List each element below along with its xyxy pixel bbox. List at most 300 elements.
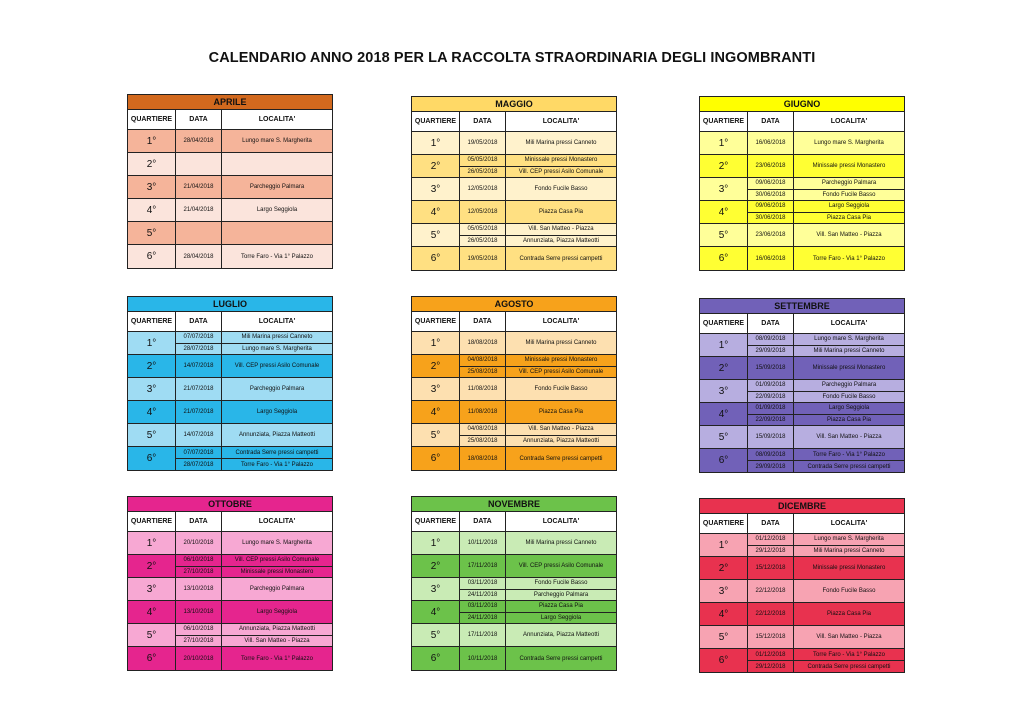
date-cell: 29/12/2018 — [748, 661, 794, 672]
entries-cell — [460, 532, 616, 554]
header-localita: LOCALITA' — [830, 320, 868, 327]
schedule-entry — [176, 647, 332, 670]
date-cell: 12/05/2018 — [460, 178, 506, 200]
schedule-entry — [748, 557, 904, 579]
quartiere-cell: 2° — [700, 155, 748, 177]
date-cell: 22/09/2018 — [748, 392, 794, 403]
table-row — [700, 334, 904, 357]
schedule-entry — [176, 153, 332, 175]
table-row — [700, 201, 904, 224]
date-cell: 28/04/2018 — [176, 245, 222, 268]
month-table-april — [127, 94, 333, 269]
table-row — [700, 380, 904, 403]
date-cell — [176, 153, 222, 175]
table-row — [412, 447, 616, 470]
table-row — [700, 649, 904, 672]
entries-cell — [748, 334, 904, 356]
table-row — [700, 626, 904, 649]
quartiere-cell: 2° — [700, 557, 748, 579]
location-cell: Torre Faro - Via 1° Palazzo — [241, 461, 313, 468]
quartiere-cell: 6° — [700, 247, 748, 270]
quartiere-cell: 4° — [128, 199, 176, 221]
table-row — [412, 555, 616, 578]
schedule-entry — [176, 624, 332, 636]
location-cell: Minissale pressi Monastero — [812, 565, 886, 571]
schedule-entry — [748, 132, 904, 154]
location-cell: Minissale pressi Monastero — [240, 568, 314, 575]
header-quartiere: QUARTIERE — [700, 514, 748, 533]
date-cell: 28/07/2018 — [176, 344, 222, 355]
quartiere-cell: 2° — [700, 357, 748, 379]
header-quartiere: QUARTIERE — [128, 312, 176, 331]
date-cell: 20/10/2018 — [176, 532, 222, 554]
schedule-entry — [176, 355, 332, 377]
location-cell: Mili Marina pressi Canneto — [525, 140, 597, 146]
location-cell: Vill. CEP pressi Asilo Comunale — [234, 363, 320, 369]
schedule-entry — [748, 415, 904, 426]
quartiere-cell: 1° — [700, 534, 748, 556]
date-cell: 15/09/2018 — [748, 357, 794, 379]
location-cell: Contrada Serre pressi campetti — [807, 663, 891, 670]
table-row — [128, 578, 332, 601]
table-row — [128, 532, 332, 555]
location-cell: Annunziata, Piazza Matteotti — [522, 237, 600, 244]
location-cell: Vill. San Matteo - Piazza — [816, 434, 882, 440]
table-row — [128, 647, 332, 670]
header-data: DATA — [176, 512, 222, 531]
location-cell: Fondo Fucile Basso — [822, 393, 876, 400]
date-cell: 12/05/2018 — [460, 201, 506, 223]
table-row — [700, 603, 904, 626]
entries-cell — [176, 578, 332, 600]
table-row — [700, 534, 904, 557]
table-row — [128, 332, 332, 355]
entries-cell — [748, 557, 904, 579]
entries-cell — [748, 132, 904, 154]
header-quartiere: QUARTIERE — [700, 112, 748, 131]
schedule-entry — [176, 245, 332, 268]
quartiere-cell: 5° — [128, 624, 176, 646]
date-cell: 04/08/2018 — [460, 424, 506, 435]
quartiere-cell: 3° — [700, 178, 748, 200]
entries-cell — [176, 245, 332, 268]
date-cell: 04/08/2018 — [460, 355, 506, 366]
quartiere-cell: 1° — [412, 332, 460, 354]
entries-cell — [460, 624, 616, 646]
schedule-entry — [176, 424, 332, 446]
location-cell: Vill. CEP pressi Asilo Comunale — [234, 557, 320, 564]
quartiere-cell: 4° — [412, 601, 460, 623]
date-cell: 09/06/2018 — [748, 201, 794, 212]
quartiere-cell: 5° — [700, 224, 748, 246]
entries-cell — [460, 155, 616, 177]
quartiere-cell: 4° — [700, 201, 748, 223]
date-cell: 05/05/2018 — [460, 155, 506, 166]
entries-cell — [748, 155, 904, 177]
entries-cell — [748, 403, 904, 425]
schedule-entry — [460, 167, 616, 178]
entries-cell — [460, 601, 616, 623]
table-row — [412, 578, 616, 601]
header-quartiere: QUARTIERE — [700, 314, 748, 333]
location-cell: Lungo mare S. Margherita — [814, 536, 884, 543]
date-cell: 25/08/2018 — [460, 367, 506, 378]
table-row — [128, 130, 332, 153]
location-cell: Vill. San Matteo - Piazza — [528, 426, 594, 433]
table-header — [700, 112, 904, 132]
table-row — [128, 153, 332, 176]
header-quartiere: QUARTIERE — [128, 512, 176, 531]
date-cell: 03/11/2018 — [460, 601, 506, 612]
location-cell: Contrada Serre pressi campetti — [519, 455, 603, 462]
date-cell: 10/11/2018 — [460, 647, 506, 670]
quartiere-cell: 2° — [412, 355, 460, 377]
schedule-entry — [748, 201, 904, 213]
entries-cell — [176, 424, 332, 446]
quartiere-cell: 5° — [412, 224, 460, 246]
schedule-entry — [176, 130, 332, 152]
schedule-entry — [176, 578, 332, 600]
entries-cell — [460, 378, 616, 400]
date-cell: 20/10/2018 — [176, 647, 222, 670]
entries-cell — [176, 199, 332, 221]
quartiere-cell: 6° — [412, 647, 460, 670]
location-cell: Parcheggio Palmara — [249, 586, 305, 592]
table-row — [128, 555, 332, 578]
header-data: DATA — [748, 314, 794, 333]
entries-cell — [460, 555, 616, 577]
location-cell: Fondo Fucile Basso — [822, 191, 876, 198]
entries-cell — [176, 532, 332, 554]
schedule-entry — [748, 461, 904, 472]
date-cell: 21/07/2018 — [176, 378, 222, 400]
table-row — [700, 557, 904, 580]
table-row — [128, 601, 332, 624]
entries-cell — [176, 355, 332, 377]
date-cell: 21/07/2018 — [176, 401, 222, 423]
schedule-entry — [176, 222, 332, 244]
quartiere-cell: 3° — [700, 380, 748, 402]
table-header — [128, 512, 332, 532]
schedule-entry — [748, 380, 904, 392]
location-cell: Vill. San Matteo - Piazza — [816, 634, 882, 640]
entries-cell — [748, 426, 904, 448]
quartiere-cell: 2° — [412, 155, 460, 177]
quartiere-cell: 5° — [128, 424, 176, 446]
date-cell — [176, 222, 222, 244]
entries-cell — [176, 222, 332, 244]
location-cell: Vill. CEP pressi Asilo Comunale — [518, 168, 604, 175]
entries-cell — [176, 647, 332, 670]
date-cell: 01/09/2018 — [748, 403, 794, 414]
table-row — [128, 378, 332, 401]
entries-cell — [460, 578, 616, 600]
schedule-entry — [460, 601, 616, 613]
header-data: DATA — [460, 312, 506, 331]
location-cell: Lungo mare S. Margherita — [814, 140, 884, 146]
date-cell: 15/12/2018 — [748, 626, 794, 648]
date-cell: 08/09/2018 — [748, 449, 794, 460]
header-quartiere: QUARTIERE — [412, 312, 460, 331]
location-cell: Largo Seggiola — [828, 203, 870, 210]
schedule-entry — [460, 590, 616, 601]
schedule-entry — [176, 344, 332, 355]
location-cell: Lungo mare S. Margherita — [242, 540, 312, 546]
date-cell: 06/10/2018 — [176, 555, 222, 566]
header-localita: LOCALITA' — [830, 520, 868, 527]
quartiere-cell: 2° — [128, 355, 176, 377]
schedule-entry — [748, 247, 904, 270]
location-cell: Minissale pressi Monastero — [524, 157, 598, 164]
page-title: CALENDARIO ANNO 2018 PER LA RACCOLTA STRAORDINARIA DEGLI INGOMBRANTI — [208, 50, 816, 66]
location-cell: Fondo Fucile Basso — [534, 580, 588, 587]
month-table-june — [699, 96, 905, 271]
entries-cell — [460, 401, 616, 423]
header-data: DATA — [748, 112, 794, 131]
date-cell: 18/08/2018 — [460, 332, 506, 354]
date-cell: 17/11/2018 — [460, 555, 506, 577]
location-cell: Largo Seggiola — [540, 614, 582, 621]
header-localita: LOCALITA' — [542, 518, 580, 525]
date-cell: 18/08/2018 — [460, 447, 506, 470]
entries-cell — [176, 447, 332, 470]
schedule-entry — [748, 357, 904, 379]
quartiere-cell: 4° — [128, 601, 176, 623]
entries-cell — [176, 130, 332, 152]
schedule-entry — [460, 613, 616, 624]
schedule-entry — [460, 436, 616, 447]
entries-cell — [460, 132, 616, 154]
date-cell: 09/06/2018 — [748, 178, 794, 189]
quartiere-cell: 1° — [412, 132, 460, 154]
quartiere-cell: 3° — [412, 178, 460, 200]
schedule-entry — [748, 546, 904, 557]
schedule-entry — [176, 176, 332, 198]
header-data: DATA — [176, 312, 222, 331]
location-cell: Vill. San Matteo - Piazza — [816, 232, 882, 238]
location-cell — [222, 153, 332, 175]
quartiere-cell: 1° — [128, 332, 176, 354]
quartiere-cell: 4° — [700, 603, 748, 625]
schedule-entry — [748, 661, 904, 672]
entries-cell — [176, 401, 332, 423]
entries-cell — [176, 378, 332, 400]
header-quartiere: QUARTIERE — [128, 110, 176, 129]
table-row — [700, 580, 904, 603]
schedule-entry — [460, 332, 616, 354]
header-data: DATA — [460, 512, 506, 531]
quartiere-cell: 2° — [412, 555, 460, 577]
location-cell — [222, 222, 332, 244]
table-row — [128, 401, 332, 424]
month-table-august — [411, 296, 617, 471]
location-cell: Annunziata, Piazza Matteotti — [238, 432, 316, 438]
entries-cell — [460, 178, 616, 200]
date-cell: 01/09/2018 — [748, 380, 794, 391]
entries-cell — [748, 580, 904, 602]
entries-cell — [748, 357, 904, 379]
location-cell: Piazza Casa Pia — [826, 611, 872, 617]
table-row — [700, 155, 904, 178]
location-cell: Lungo mare S. Margherita — [242, 345, 312, 352]
schedule-entry — [748, 649, 904, 661]
table-row — [128, 355, 332, 378]
month-table-november — [411, 496, 617, 671]
schedule-entry — [460, 201, 616, 223]
date-cell: 23/06/2018 — [748, 155, 794, 177]
date-cell: 27/10/2018 — [176, 636, 222, 647]
date-cell: 21/04/2018 — [176, 176, 222, 198]
location-cell: Piazza Casa Pia — [538, 409, 584, 415]
location-cell: Minissale pressi Monastero — [524, 357, 598, 364]
quartiere-cell: 3° — [700, 580, 748, 602]
entries-cell — [748, 626, 904, 648]
schedule-entry — [460, 378, 616, 400]
schedule-entry — [748, 603, 904, 625]
schedule-entry — [460, 555, 616, 577]
location-cell: Mili Marina pressi Canneto — [241, 334, 313, 341]
schedule-entry — [176, 332, 332, 344]
schedule-entry — [748, 426, 904, 448]
quartiere-cell: 6° — [128, 447, 176, 470]
table-row — [128, 424, 332, 447]
entries-cell — [460, 647, 616, 670]
quartiere-cell: 1° — [128, 532, 176, 554]
date-cell: 23/06/2018 — [748, 224, 794, 246]
entries-cell — [460, 355, 616, 377]
location-cell: Largo Seggiola — [828, 405, 870, 412]
schedule-entry — [748, 155, 904, 177]
month-name: OTTOBRE — [128, 497, 332, 512]
location-cell: Torre Faro - Via 1° Palazzo — [241, 655, 313, 662]
date-cell: 10/11/2018 — [460, 532, 506, 554]
table-row — [700, 449, 904, 472]
date-cell: 30/06/2018 — [748, 213, 794, 224]
schedule-entry — [176, 199, 332, 221]
schedule-entry — [460, 224, 616, 236]
quartiere-cell: 4° — [412, 201, 460, 223]
date-cell: 08/09/2018 — [748, 334, 794, 345]
date-cell: 24/11/2018 — [460, 590, 506, 601]
table-row — [412, 178, 616, 201]
table-row — [412, 355, 616, 378]
header-data: DATA — [460, 112, 506, 131]
date-cell: 30/06/2018 — [748, 190, 794, 201]
header-localita: LOCALITA' — [258, 116, 296, 123]
date-cell: 22/09/2018 — [748, 415, 794, 426]
month-table-september — [699, 298, 905, 473]
date-cell: 17/11/2018 — [460, 624, 506, 646]
date-cell: 14/07/2018 — [176, 424, 222, 446]
date-cell: 22/12/2018 — [748, 580, 794, 602]
table-row — [412, 624, 616, 647]
schedule-entry — [748, 403, 904, 415]
quartiere-cell: 1° — [700, 132, 748, 154]
location-cell: Fondo Fucile Basso — [534, 186, 588, 192]
table-row — [412, 424, 616, 447]
location-cell: Annunziata, Piazza Matteotti — [522, 632, 600, 638]
entries-cell — [748, 534, 904, 556]
quartiere-cell: 1° — [412, 532, 460, 554]
location-cell: Parcheggio Palmara — [533, 591, 589, 598]
table-row — [128, 199, 332, 222]
month-name: DICEMBRE — [700, 499, 904, 514]
month-name: AGOSTO — [412, 297, 616, 312]
quartiere-cell: 6° — [700, 649, 748, 672]
schedule-entry — [460, 647, 616, 670]
schedule-entry — [460, 132, 616, 154]
quartiere-cell: 3° — [128, 378, 176, 400]
location-cell: Fondo Fucile Basso — [822, 588, 876, 594]
date-cell: 05/05/2018 — [460, 224, 506, 235]
month-name: GIUGNO — [700, 97, 904, 112]
schedule-entry — [176, 636, 332, 647]
month-name: SETTEMBRE — [700, 299, 904, 314]
table-header — [700, 314, 904, 334]
schedule-entry — [748, 449, 904, 461]
location-cell: Largo Seggiola — [256, 609, 298, 615]
entries-cell — [460, 424, 616, 446]
date-cell: 26/05/2018 — [460, 236, 506, 247]
schedule-entry — [460, 236, 616, 247]
table-row — [412, 155, 616, 178]
schedule-entry — [176, 555, 332, 567]
location-cell: Annunziata, Piazza Matteotti — [522, 437, 600, 444]
table-row — [700, 132, 904, 155]
schedule-entry — [748, 224, 904, 246]
schedule-entry — [460, 155, 616, 167]
entries-cell — [748, 247, 904, 270]
location-cell: Torre Faro - Via 1° Palazzo — [813, 451, 885, 458]
location-cell: Contrada Serre pressi campetti — [235, 449, 319, 456]
table-row — [412, 601, 616, 624]
quartiere-cell: 6° — [700, 449, 748, 472]
location-cell: Lungo mare S. Margherita — [814, 336, 884, 343]
entries-cell — [176, 176, 332, 198]
table-header — [412, 312, 616, 332]
entries-cell — [460, 447, 616, 470]
entries-cell — [460, 332, 616, 354]
table-header — [412, 112, 616, 132]
schedule-entry — [176, 447, 332, 459]
entries-cell — [748, 603, 904, 625]
location-cell: Piazza Casa Pia — [538, 603, 584, 610]
table-row — [700, 357, 904, 380]
schedule-entry — [748, 334, 904, 346]
quartiere-cell: 5° — [412, 424, 460, 446]
month-table-july — [127, 296, 333, 471]
table-row — [412, 378, 616, 401]
table-header — [128, 110, 332, 130]
location-cell: Parcheggio Palmara — [249, 386, 305, 392]
date-cell: 07/07/2018 — [176, 447, 222, 458]
schedule-entry — [176, 459, 332, 470]
location-cell: Piazza Casa Pia — [826, 416, 872, 423]
schedule-entry — [460, 401, 616, 423]
table-row — [412, 224, 616, 247]
location-cell: Parcheggio Palmara — [821, 180, 877, 187]
quartiere-cell: 4° — [412, 401, 460, 423]
date-cell: 29/09/2018 — [748, 461, 794, 472]
location-cell: Torre Faro - Via 1° Palazzo — [813, 255, 885, 262]
schedule-entry — [460, 447, 616, 470]
entries-cell — [748, 178, 904, 200]
table-row — [128, 624, 332, 647]
table-row — [700, 403, 904, 426]
location-cell: Piazza Casa Pia — [538, 209, 584, 215]
table-row — [412, 132, 616, 155]
month-name: APRILE — [128, 95, 332, 110]
